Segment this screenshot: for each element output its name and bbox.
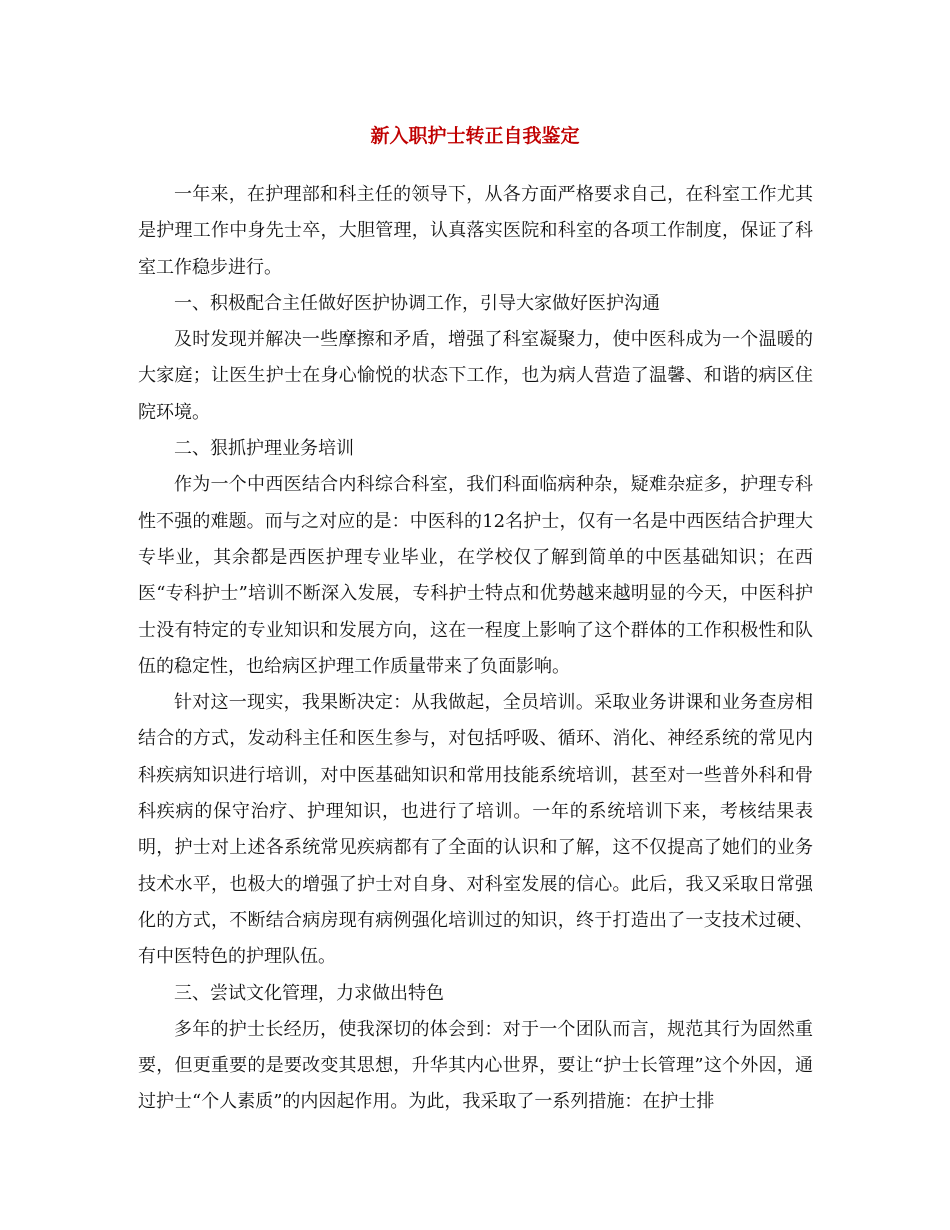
section-heading-2: 二、狠抓护理业务培训	[174, 438, 354, 460]
section-heading-3: 三、尝试文化管理，力求做出特色	[174, 982, 444, 1004]
paragraph-section-3: 多年的护士长经历，使我深切的体会到：对于一个团队而言，规范其行为固然重要，但更重要的是要改变其思想，升华其内心世界，要让“护士长管理”这个外因，通过护士“个人素质”的内因起作用。为此，我采取了一系列措施：在护士排	[138, 1018, 813, 1113]
document-title: 新入职护士转正自我鉴定	[370, 125, 580, 147]
paragraph-section-2a: 作为一个中西医结合内科综合科室，我们科面临病种杂，疑难杂症多，护理专科性不强的难题。而与之对应的是：中医科的12名护士，仅有一名是中西医结合护理大专毕业，其余都是西医护理专业毕业，在学校仅了解到简单的中医基础知识；在西医“专科护士”培训不断深入发展，专科护士特点和优势越来越明显的今天，中医科护士没有特定的专业知识和发展方向，这在一程度上影响了这个群体的工作积极性和队伍的稳定性，也给病区护理工作质量带来了负面影响。	[138, 474, 813, 677]
document-body	[138, 177, 813, 1121]
paragraph-intro: 一年来，在护理部和科主任的领导下，从各方面严格要求自己，在科室工作尤其是护理工作中身先士卒，大胆管理，认真落实医院和科室的各项工作制度，保证了科室工作稳步进行。	[138, 184, 813, 278]
section-heading-1: 一、积极配合主任做好医护协调工作，引导大家做好医护沟通	[174, 292, 660, 314]
paragraph-section-2b: 针对这一现实，我果断决定：从我做起，全员培训。采取业务讲课和业务查房相结合的方式，发动科主任和医生参与，对包括呼吸、循环、消化、神经系统的常见内科疾病知识进行培训，对中医基础知识和常用技能系统培训，甚至对一些普外科和骨科疾病的保守治疗、护理知识，也进行了培训。一年的系统培训下来，考核结果表明，护士对上述各系统常见疾病都有了全面的认识和了解，这不仅提高了她们的业务技术水平，也极大的增强了护士对自身、对科室发展的信心。此后，我又采取日常强化的方式，不断结合病房现有病例强化培训过的知识，终于打造出了一支技术过硬、有中医特色的护理队伍。	[138, 692, 813, 968]
paragraph-section-1: 及时发现并解决一些摩擦和矛盾，增强了科室凝聚力，使中医科成为一个温暖的大家庭；让医生护士在身心愉悦的状态下工作，也为病人营造了温馨、和谐的病区住院环境。	[138, 329, 813, 423]
